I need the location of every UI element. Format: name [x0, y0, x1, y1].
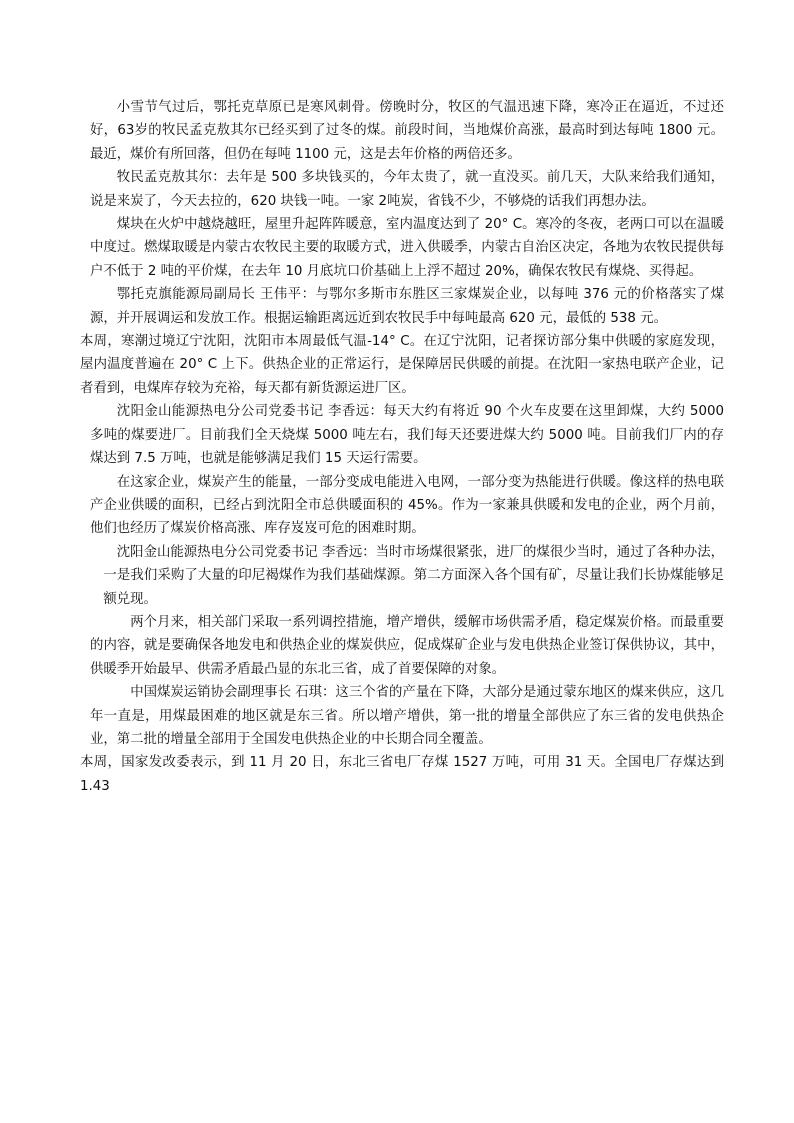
article-body: [80, 96, 724, 798]
paragraph-ndrc: 本周，国家发改委表示，到 11 月 20 日，东北三省电厂存煤 1527 万吨，可用 31 天。全国电厂存煤达到 1.43: [80, 755, 724, 794]
paragraph-measures: 两个月来，相关部门采取一系列调控措施，增产增供，缓解市场供需矛盾，稳定煤炭价格。而最重要的内容，就是要确保各地发电和供热企业的煤炭供应，促成煤矿企业与发电供热企业签订保供协议，其中，供暖季开始最早、供需矛盾最凸显的东北三省，成了首要保障的对象。: [90, 614, 724, 677]
paragraph-plant-quote-1: 沈阳金山能源热电分公司党委书记 李香远：每天大约有将近 90 个火车皮要在这里卸煤，大约 5000 多吨的煤要进厂。目前我们全天烧煤 5000 吨左右，我们每天还要进煤大约 5000 吨。目前我们厂内的存煤达到 7.5 万吨，也就是能够满足我们 15 天运行需要。: [90, 404, 724, 467]
paragraph-shenyang: 本周，寒潮过境辽宁沈阳，沈阳市本周最低气温-14° C。在辽宁沈阳，记者探访部分集中供暖的家庭发现，屋内温度普遍在 20° C 上下。供热企业的正常运行，是保障居民供暖的前提。在沈阳一家热电联产企业，记者看到，电煤库存较为充裕，每天都有新货源运进厂区。: [80, 334, 724, 396]
paragraph-heating: 煤块在火炉中越烧越旺，屋里升起阵阵暖意，室内温度达到了 20° C。寒冷的冬夜，老两口可以在温暖中度过。燃煤取暖是内蒙古农牧民主要的取暖方式，进入供暖季，内蒙古自治区决定，各地为农牧民提供每户不低于 2 吨的平价煤，在去年 10 月底坑口价基础上上浮不超过 20%，确保农牧民有煤烧、买得起。: [90, 217, 724, 279]
paragraph-association-quote: 中国煤炭运销协会副理事长 石琪：这三个省的产量在下降，大部分是通过蒙东地区的煤来供应，这几年一直是，用煤最困难的地区就是东三省。所以增产增供，第一批的增量全部供应了东三省的发电供热企业，第二批的增量全部用于全国发电供热企业的中长期合同全覆盖。: [90, 685, 724, 747]
paragraph-plant-quote-2: 沈阳金山能源热电分公司党委书记 李香远：当时市场煤很紧张，进厂的煤很少当时，通过了各种办法，一是我们采购了大量的印尼褐煤作为我们基础煤源。第二方面深入各个国有矿，尽量让我们长协煤能够足额兑现。: [103, 544, 724, 607]
paragraph-cogeneration: 在这家企业，煤炭产生的能量，一部分变成电能进入电网，一部分变为热能进行供暖。像这样的热电联产企业供暖的面积，已经占到沈阳全市总供暖面积的 45%。作为一家兼具供暖和发电的企业，两个月前，他们也经历了煤炭价格高涨、库存岌岌可危的困难时期。: [90, 474, 724, 537]
paragraph-official-quote: 鄂托克旗能源局副局长 王伟平：与鄂尔多斯市东胜区三家煤炭企业，以每吨 376 元的价格落实了煤源，并开展调运和发放工作。根据运输距离远近到农牧民手中每吨最高 620 元，最低的 538 元。: [90, 287, 724, 326]
paragraph-herder-quote: 牧民孟克敖其尔：去年是 500 多块钱买的，今年太贵了，就一直没买。前几天，大队来给我们通知，说是来炭了，今天去拉的，620 块钱一吨。一家 2吨炭，省钱不少，不够烧的话我们再想办法。: [90, 170, 724, 209]
paragraph-intro: 小雪节气过后，鄂托克草原已是寒风刺骨。傍晚时分，牧区的气温迅速下降，寒冷正在逼近，不过还好，63岁的牧民孟克敖其尔已经买到了过冬的煤。前段时间，当地煤价高涨，最高时到达每吨 1800 元。最近，煤价有所回落，但仍在每吨 1100 元，这是去年价格的两倍还多。: [90, 100, 724, 162]
